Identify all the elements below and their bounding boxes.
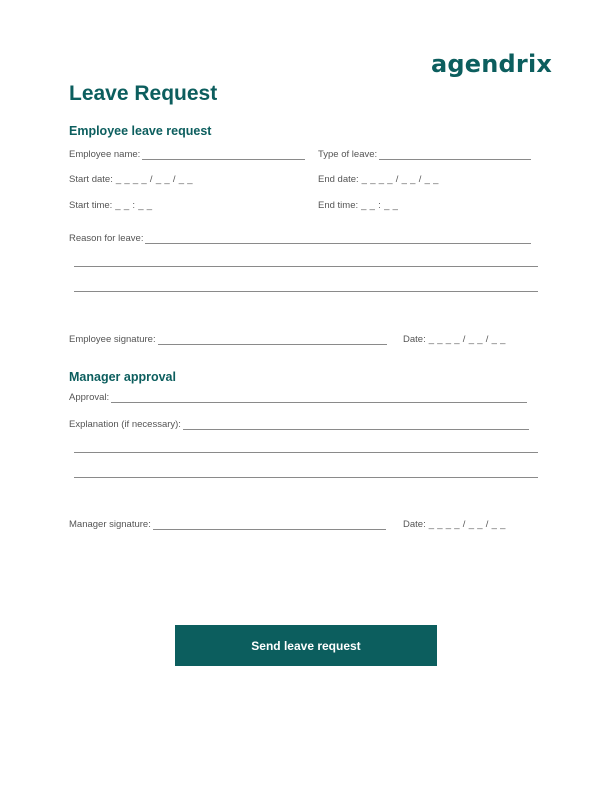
end-time-pattern[interactable]: _ _ : _ _ — [361, 200, 399, 211]
manager-section-heading: Manager approval — [69, 370, 176, 384]
employee-signature-input-line[interactable] — [158, 334, 387, 345]
explanation-extra-line-1[interactable] — [74, 452, 538, 453]
reason-extra-line-2[interactable] — [74, 291, 538, 292]
manager-signature-field[interactable] — [69, 516, 386, 530]
type-of-leave-field[interactable] — [318, 146, 531, 160]
start-date-label: Start date: — [69, 174, 113, 185]
start-date-pattern[interactable]: _ _ _ _ / _ _ / _ _ — [115, 174, 193, 185]
employee-signature-label: Employee signature: — [69, 334, 156, 345]
start-time-pattern[interactable]: _ _ : _ _ — [115, 200, 153, 211]
employee-name-label: Employee name: — [69, 149, 141, 160]
reason-input-line[interactable] — [145, 233, 531, 244]
employee-date-field[interactable] — [403, 331, 506, 345]
end-time-field[interactable] — [318, 197, 398, 211]
reason-extra-line-1[interactable] — [74, 266, 538, 267]
end-date-pattern[interactable]: _ _ _ _ / _ _ / _ _ — [361, 174, 439, 185]
approval-label: Approval: — [69, 392, 110, 403]
start-date-field[interactable] — [69, 171, 193, 185]
employee-date-label: Date: — [403, 334, 426, 345]
explanation-field[interactable] — [69, 416, 529, 430]
employee-signature-field[interactable] — [69, 331, 387, 345]
end-time-label: End time: — [318, 200, 359, 211]
start-time-label: Start time: — [69, 200, 113, 211]
end-date-label: End date: — [318, 174, 359, 185]
send-leave-request-button[interactable]: Send leave request — [175, 625, 437, 666]
employee-date-pattern[interactable]: _ _ _ _ / _ _ / _ _ — [428, 334, 506, 345]
manager-date-label: Date: — [403, 519, 426, 530]
page-title: Leave Request — [69, 82, 218, 105]
approval-field[interactable] — [69, 389, 527, 403]
type-of-leave-input-line[interactable] — [379, 149, 531, 160]
manager-signature-input-line[interactable] — [153, 519, 386, 530]
agendrix-logo: agendrix — [431, 50, 553, 78]
type-of-leave-label: Type of leave: — [318, 149, 378, 160]
manager-date-field[interactable] — [403, 516, 506, 530]
start-time-field[interactable] — [69, 197, 152, 211]
explanation-input-line[interactable] — [183, 419, 529, 430]
employee-section-heading: Employee leave request — [69, 124, 212, 138]
manager-date-pattern[interactable]: _ _ _ _ / _ _ / _ _ — [428, 519, 506, 530]
approval-input-line[interactable] — [111, 392, 527, 403]
end-date-field[interactable] — [318, 171, 439, 185]
employee-name-field[interactable] — [69, 146, 305, 160]
explanation-extra-line-2[interactable] — [74, 477, 538, 478]
employee-name-input-line[interactable] — [142, 149, 305, 160]
reason-field[interactable] — [69, 230, 531, 244]
explanation-label: Explanation (if necessary): — [69, 419, 181, 430]
reason-label: Reason for leave: — [69, 233, 144, 244]
manager-signature-label: Manager signature: — [69, 519, 151, 530]
